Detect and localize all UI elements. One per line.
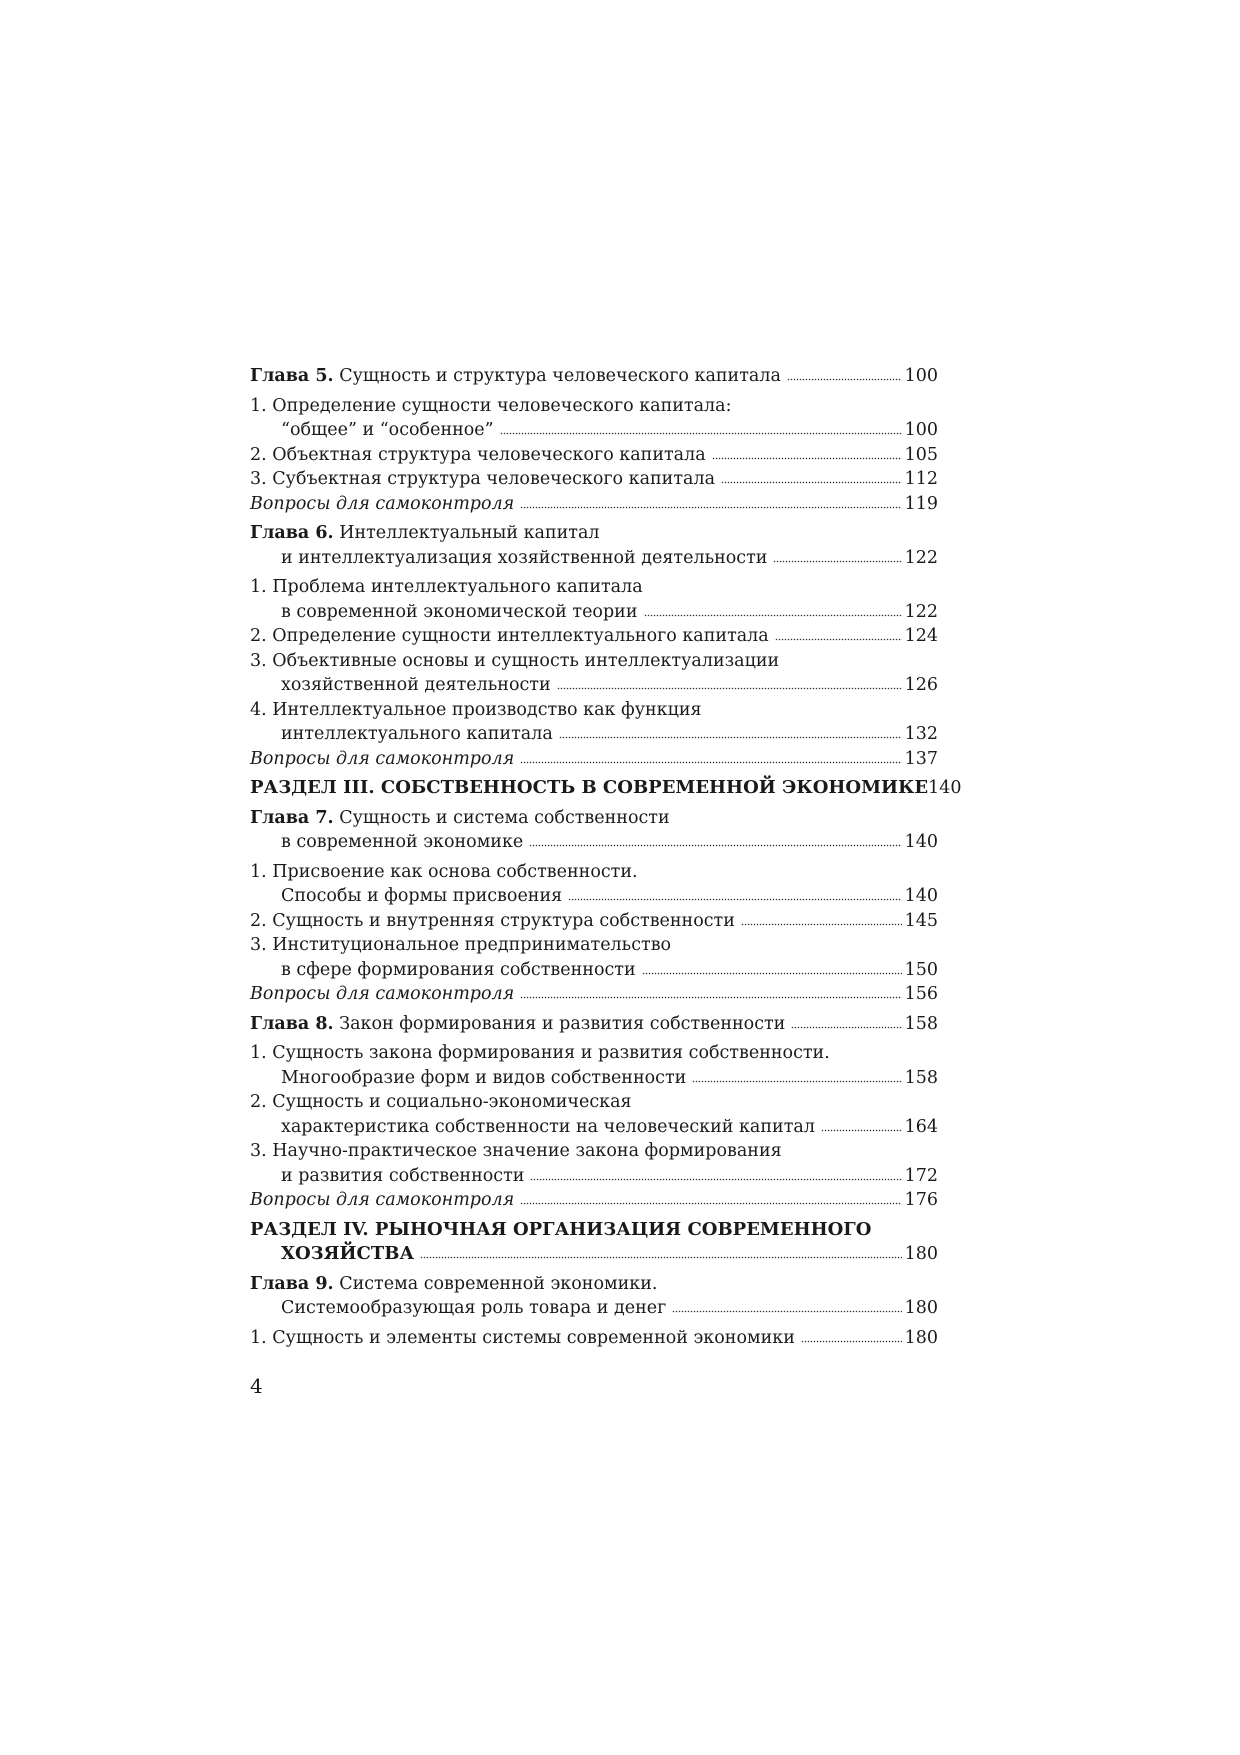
toc-line	[250, 884, 938, 909]
item-title: 1. Определение сущности человеческого капитала:	[250, 395, 732, 416]
toc-line	[250, 830, 938, 855]
toc-questions[interactable]	[250, 747, 938, 772]
dot-leader	[712, 455, 902, 461]
dot-leader	[520, 759, 901, 765]
toc-line	[250, 521, 938, 546]
chapter-title-cont: и интеллектуализация хозяйственной деятельности	[281, 547, 768, 568]
dot-leader	[642, 970, 902, 976]
dot-leader	[520, 1201, 901, 1207]
dot-leader	[801, 1338, 902, 1344]
questions-label: Вопросы для самоконтроля	[250, 748, 515, 769]
page-number: 4	[250, 1374, 263, 1398]
toc-item[interactable]	[250, 933, 938, 982]
toc-line	[250, 747, 938, 772]
page-ref: 140	[904, 832, 938, 852]
section-title: ХОЗЯЙСТВА	[281, 1243, 415, 1264]
page-ref: 100	[904, 366, 938, 386]
chapter-label: Глава 8.	[250, 1013, 334, 1034]
item-title: в современной экономической теории	[281, 601, 638, 622]
toc-line	[250, 600, 938, 625]
page-ref: 172	[904, 1165, 938, 1186]
page-ref: 156	[904, 984, 938, 1004]
toc-item[interactable]	[250, 1139, 938, 1188]
toc-line	[250, 1041, 938, 1066]
section-title: РАЗДЕЛ III. СОБСТВЕННОСТЬ В СОВРЕМЕННОЙ ЭКОНОМИКЕ	[250, 777, 929, 798]
toc-item[interactable]	[250, 1090, 938, 1139]
toc-line	[250, 575, 938, 600]
toc-section[interactable]	[250, 776, 962, 801]
dot-leader	[557, 686, 902, 692]
page-ref: 112	[904, 469, 938, 489]
item-title: 2. Объектная структура человеческого капитала	[250, 444, 706, 465]
toc-line	[250, 909, 938, 934]
toc-line	[250, 467, 938, 492]
toc-item[interactable]	[250, 443, 938, 468]
item-title: 1. Сущность и элементы системы современной экономики	[250, 1327, 795, 1348]
item-title: 4. Интеллектуальное производство как функция	[250, 699, 702, 720]
toc-chapter[interactable]	[250, 364, 938, 389]
toc-line	[250, 1164, 938, 1189]
toc-item[interactable]	[250, 1326, 938, 1351]
toc-item[interactable]	[250, 698, 938, 747]
dot-leader	[741, 921, 902, 927]
chapter-title: Закон формирования и развития собственности	[339, 1013, 786, 1034]
dot-leader	[672, 1309, 901, 1315]
section-title: РАЗДЕЛ IV. РЫНОЧНАЯ ОРГАНИЗАЦИЯ СОВРЕМЕННОГО	[250, 1218, 872, 1240]
toc-line	[250, 806, 938, 831]
dot-leader	[529, 843, 901, 849]
chapter-title: Сущность и система собственности	[339, 807, 670, 828]
item-title: 2. Сущность и внутренняя структура собственности	[250, 910, 735, 931]
page-ref: 145	[904, 910, 938, 931]
item-title: Многообразие форм и видов собственности	[281, 1067, 687, 1088]
dot-leader	[520, 995, 901, 1001]
page-ref: 180	[904, 1327, 938, 1348]
toc-chapter[interactable]	[250, 521, 938, 570]
toc-questions[interactable]	[250, 492, 938, 517]
toc-item[interactable]	[250, 860, 938, 909]
toc-item[interactable]	[250, 909, 938, 934]
toc-line	[250, 492, 938, 517]
item-title: характеристика собственности на человеческий капитал	[281, 1116, 815, 1137]
questions-label: Вопросы для самоконтроля	[250, 1190, 515, 1210]
item-title: “общее” и “особенное”	[281, 420, 494, 440]
dot-leader	[821, 1127, 902, 1133]
chapter-label: Глава 9.	[250, 1273, 334, 1294]
toc-line	[250, 364, 938, 389]
toc-section[interactable]	[250, 1218, 938, 1267]
chapter-title-cont: Системообразующая роль товара и денег	[281, 1298, 667, 1318]
item-title: интеллектуального капитала	[281, 724, 553, 744]
chapter-label: Глава 7.	[250, 807, 334, 828]
chapter-heading	[250, 1012, 785, 1037]
toc-item[interactable]	[250, 575, 938, 624]
toc-line	[250, 722, 938, 747]
toc-line	[250, 673, 938, 698]
page-ref: 105	[904, 444, 938, 465]
toc-questions[interactable]	[250, 1188, 938, 1213]
dot-leader	[559, 735, 902, 741]
chapter-label: Глава 5.	[250, 366, 334, 386]
toc-chapter[interactable]	[250, 806, 938, 855]
dot-leader	[787, 377, 902, 383]
toc-item[interactable]	[250, 649, 938, 698]
toc-chapter[interactable]	[250, 1272, 938, 1321]
page-ref: 132	[904, 724, 938, 744]
item-title: 1. Проблема интеллектуального капитала	[250, 577, 643, 597]
toc-line	[250, 1066, 938, 1091]
page-ref: 100	[904, 420, 938, 440]
toc-line	[250, 958, 938, 983]
toc-line	[250, 1115, 938, 1140]
toc-line	[250, 649, 938, 674]
toc-line	[250, 443, 938, 468]
toc-line	[250, 698, 938, 723]
chapter-title: Интеллектуальный капитал	[339, 523, 600, 543]
dot-leader	[644, 612, 902, 618]
page-ref: 176	[904, 1190, 938, 1210]
chapter-heading	[250, 364, 781, 389]
item-title: хозяйственной деятельности	[281, 675, 551, 695]
item-title: Способы и формы присвоения	[281, 886, 563, 906]
chapter-title: Сущность и структура человеческого капитала	[339, 366, 781, 386]
dot-leader	[500, 431, 902, 437]
dot-leader	[568, 897, 901, 903]
page-ref: 137	[904, 748, 938, 769]
toc-chapter[interactable]	[250, 1012, 938, 1037]
toc-item[interactable]	[250, 1041, 938, 1090]
page-ref: 158	[904, 1013, 938, 1034]
chapter-label: Глава 6.	[250, 523, 334, 543]
toc-line	[250, 1326, 938, 1351]
toc-line	[250, 1296, 938, 1321]
item-title: 2. Сущность и социально-экономическая	[250, 1092, 632, 1112]
item-title: и развития собственности	[281, 1165, 525, 1186]
toc-line	[250, 418, 938, 443]
page-ref: 140	[904, 886, 938, 906]
chapter-title: Система современной экономики.	[339, 1273, 658, 1294]
page-ref: 119	[904, 493, 938, 514]
page-ref: 150	[904, 959, 938, 980]
dot-leader	[692, 1078, 901, 1084]
item-title: в сфере формирования собственности	[281, 959, 636, 980]
page-ref: 180	[904, 1298, 938, 1318]
questions-label: Вопросы для самоконтроля	[250, 984, 515, 1004]
dot-leader	[721, 480, 902, 486]
page-ref: 158	[904, 1067, 938, 1088]
page-ref: 140	[928, 778, 962, 798]
page-ref: 124	[904, 626, 938, 646]
toc-line	[250, 394, 938, 419]
toc-line	[250, 1188, 938, 1213]
item-title: 3. Институциональное предпринимательство	[250, 935, 672, 955]
toc-line	[250, 1218, 938, 1243]
chapter-heading	[250, 1272, 657, 1297]
dot-leader	[791, 1024, 901, 1030]
dot-leader	[520, 504, 901, 510]
item-title: 1. Сущность закона формирования и развития собственности.	[250, 1043, 830, 1063]
item-title: 3. Научно-практическое значение закона формирования	[250, 1141, 782, 1161]
toc-line	[250, 1090, 938, 1115]
dot-leader	[530, 1176, 901, 1182]
item-title: 1. Присвоение как основа собственности.	[250, 861, 638, 882]
toc-line	[250, 933, 938, 958]
toc-line	[250, 1012, 938, 1037]
page-ref: 122	[904, 547, 938, 568]
chapter-heading	[250, 806, 670, 831]
dot-leader	[420, 1255, 901, 1261]
dot-leader	[775, 637, 902, 643]
page-ref: 164	[904, 1116, 938, 1137]
toc-line	[250, 546, 938, 571]
toc-questions[interactable]	[250, 982, 938, 1007]
toc-line	[250, 1272, 938, 1297]
table-of-contents	[250, 364, 962, 1350]
chapter-title-cont: в современной экономике	[281, 832, 524, 852]
dot-leader	[773, 558, 901, 564]
page-ref: 126	[904, 675, 938, 695]
toc-line	[250, 982, 938, 1007]
questions-label: Вопросы для самоконтроля	[250, 493, 515, 514]
page-ref: 122	[904, 601, 938, 622]
toc-item[interactable]	[250, 624, 938, 649]
toc-item[interactable]	[250, 394, 938, 443]
toc-line	[250, 776, 962, 801]
toc-line	[250, 624, 938, 649]
chapter-heading	[250, 521, 600, 546]
toc-line	[250, 1139, 938, 1164]
toc-item[interactable]	[250, 467, 938, 492]
toc-line	[250, 860, 938, 885]
page-ref: 180	[904, 1244, 938, 1264]
toc-line	[250, 1242, 938, 1267]
item-title: 2. Определение сущности интеллектуального капитала	[250, 626, 769, 646]
item-title: 3. Объективные основы и сущность интеллектуализации	[250, 650, 780, 671]
item-title: 3. Субъектная структура человеческого капитала	[250, 469, 716, 489]
